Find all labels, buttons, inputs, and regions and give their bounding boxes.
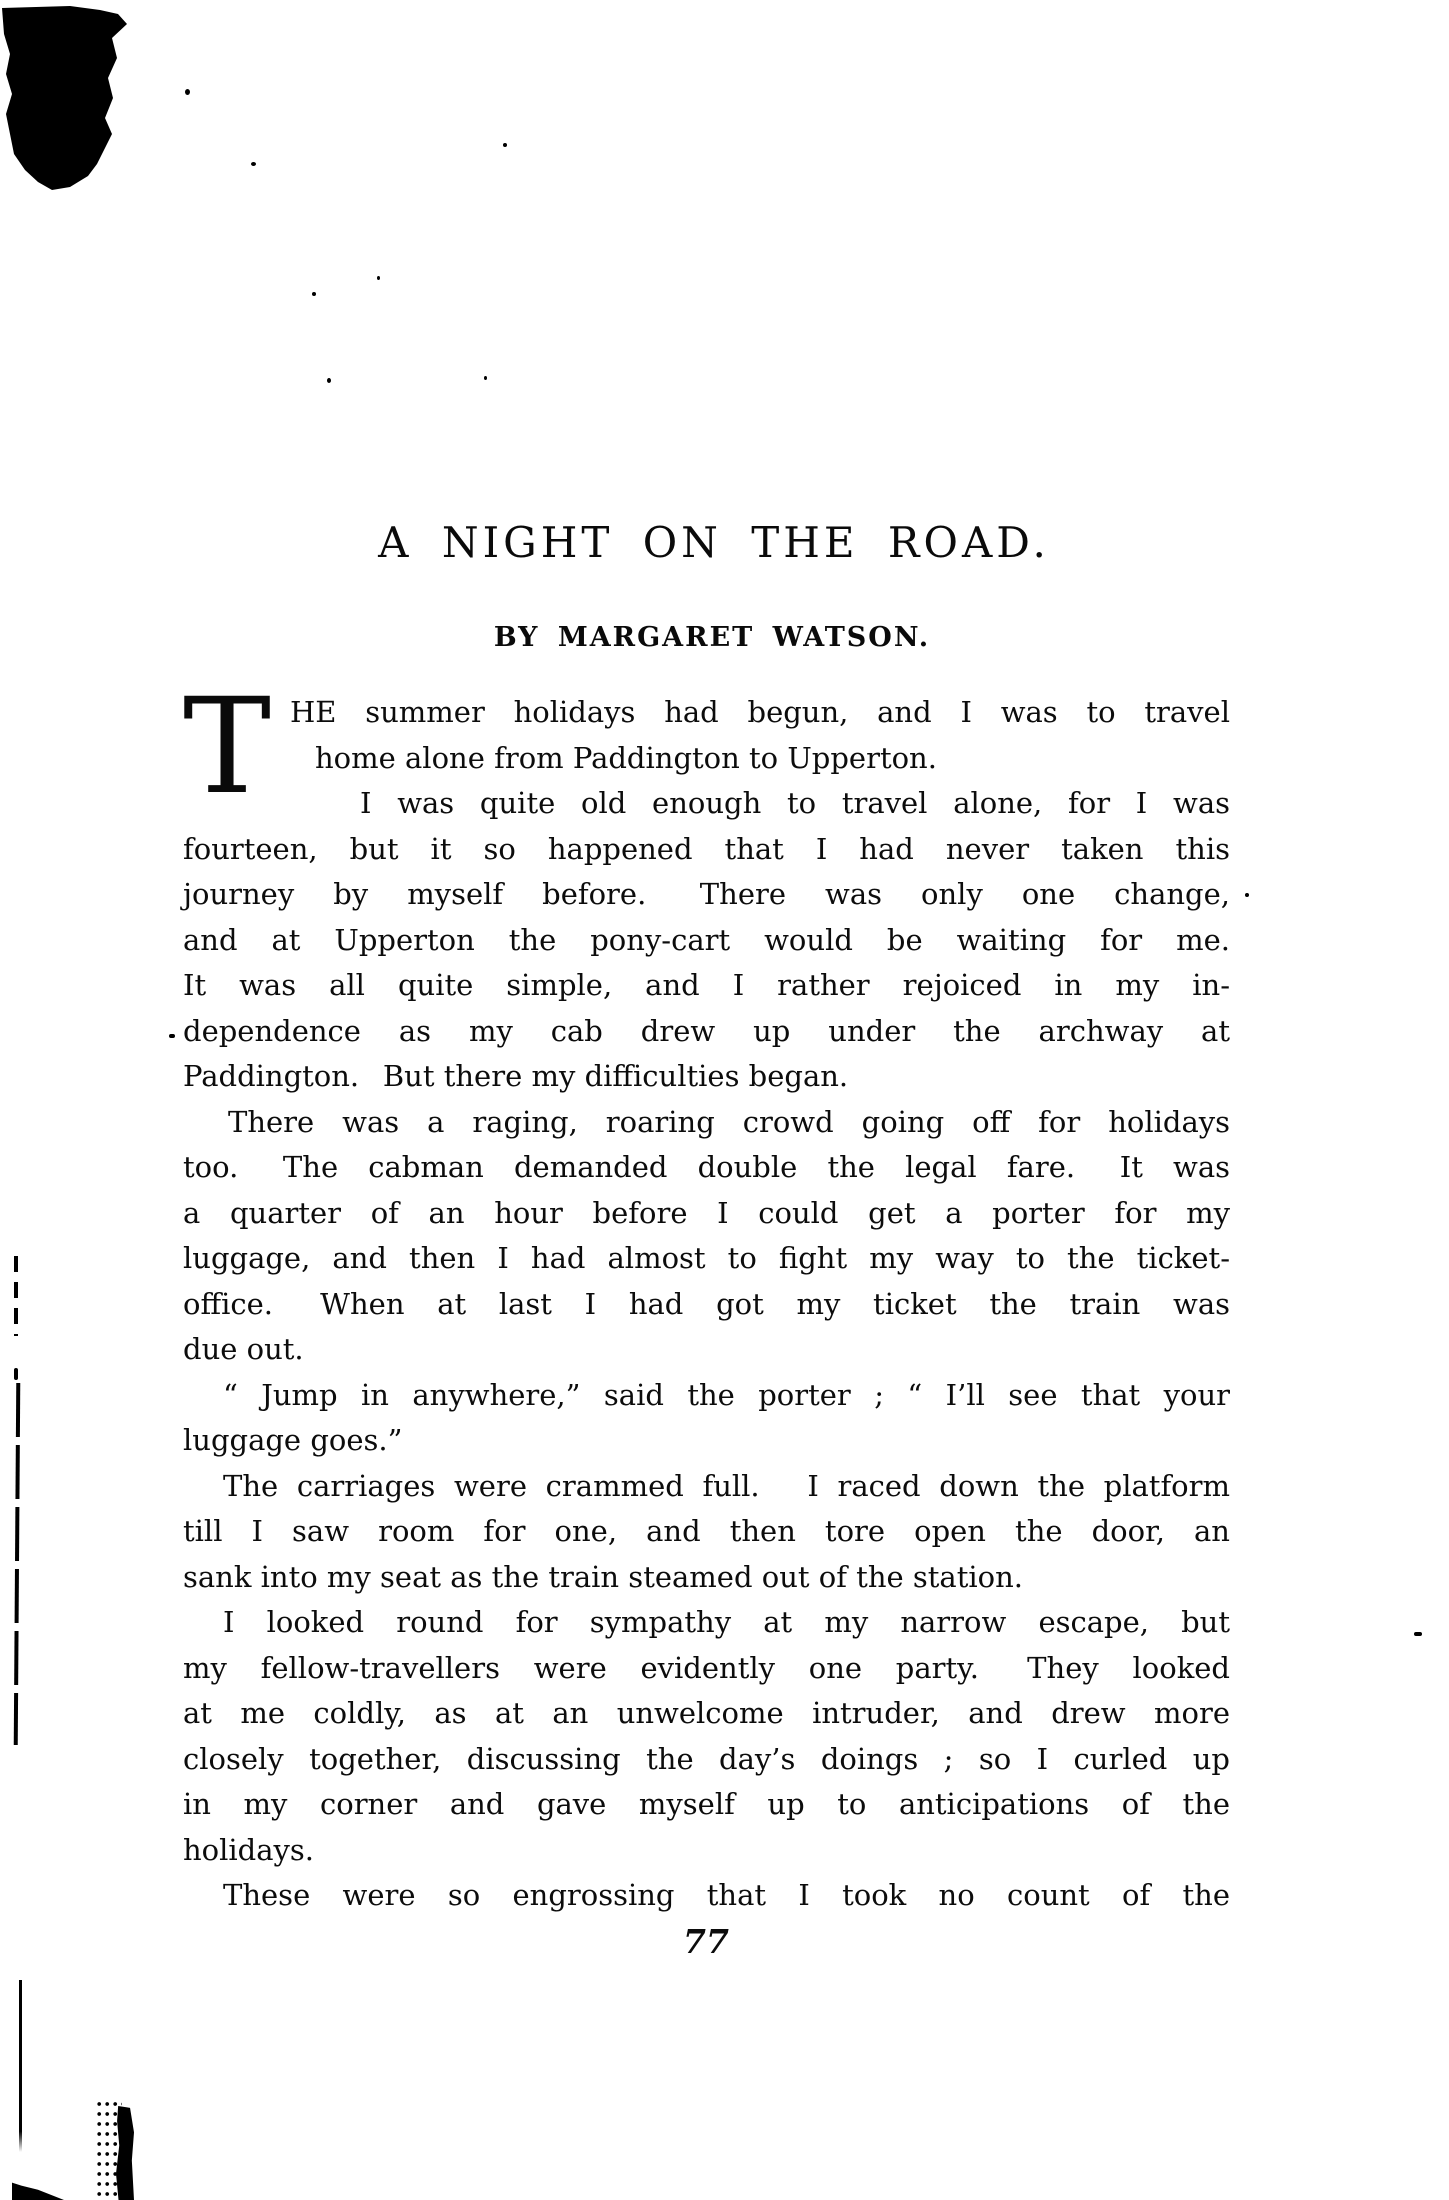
ink-speck (1245, 893, 1249, 897)
text-line: Paddington. But there my difficulties began. (183, 1059, 849, 1093)
text-line: till I saw room for one, and then tore open the door, an (183, 1514, 1230, 1548)
text-line: fourteen, but it so happened that I had never taken this (183, 831, 1230, 866)
text-line: office. When at last I had got my ticket the train was (183, 1286, 1230, 1321)
text-line: too. The cabman demanded double the legal fare. It was (183, 1150, 1230, 1184)
text-line: It was all quite simple, and I rather rejoiced in my in- (183, 968, 1230, 1002)
text-line: sank into my seat as the train steamed out of the station. (183, 1559, 1023, 1594)
text-line: dependence as my cab drew up under the archway at (183, 1013, 1230, 1048)
ink-speck (1414, 1632, 1422, 1636)
text-line: a quarter of an hour before I could get a porter for my (183, 1195, 1230, 1230)
page-number: 77 (683, 1922, 729, 1961)
text-line: These were so engrossing that I took no count of the (223, 1878, 1230, 1912)
text-line: There was a raging, roaring crowd going off for holidays (228, 1104, 1230, 1139)
ink-speck (484, 376, 487, 380)
ink-speck (503, 143, 507, 147)
drop-cap: T (183, 670, 272, 824)
text-line: holidays. (183, 1832, 315, 1867)
text-line: The carriages were crammed full. I raced down the platform (223, 1468, 1230, 1503)
text-line: “ Jump in anywhere,” said the porter ; “ I’ll see that your (223, 1377, 1230, 1412)
text-line: due out. (183, 1332, 304, 1366)
text-line: luggage, and then I had almost to fight my way to the ticket- (183, 1241, 1230, 1275)
margin-ink-line-lower (19, 1980, 22, 2152)
page-title: A NIGHT ON THE ROAD. (378, 518, 1050, 567)
text-line: journey by myself before. There was only one change, (183, 877, 1230, 911)
text-line: my fellow-travellers were evidently one party. They looked (183, 1650, 1230, 1685)
ink-blot-top-left (0, 4, 136, 190)
text-line: I was quite old enough to travel alone, for I was (360, 786, 1230, 820)
ink-speck (327, 378, 331, 383)
text-line: and at Upperton the pony-cart would be waiting for me. (183, 922, 1230, 957)
body-text (183, 670, 1230, 1919)
ink-speck (312, 292, 316, 296)
margin-ink-dashes (14, 1256, 18, 1336)
ink-speck (185, 89, 190, 95)
text-line: I looked round for sympathy at my narrow escape, but (223, 1605, 1230, 1639)
text-line: in my corner and gave myself up to anticipations of the (183, 1787, 1230, 1821)
text-line: luggage goes.” (183, 1423, 403, 1457)
margin-ink-line (14, 1383, 21, 1745)
byline: BY MARGARET WATSON. (493, 622, 931, 653)
text-line: home alone from Paddington to Upperton. (315, 740, 937, 775)
ink-speck (251, 162, 256, 166)
text-line: closely together, discussing the day’s doings ; so I curled up (183, 1741, 1230, 1776)
ink-blot-bottom-corner (12, 2170, 64, 2200)
text-line: at me coldly, as at an unwelcome intruder, and drew more (183, 1696, 1230, 1730)
ink-smudge-bar (116, 2106, 134, 2200)
ink-speck (377, 276, 380, 280)
text-line: HE summer holidays had begun, and I was to travel (290, 695, 1230, 729)
ink-speck (14, 1368, 18, 1380)
ink-speck (169, 1034, 175, 1038)
